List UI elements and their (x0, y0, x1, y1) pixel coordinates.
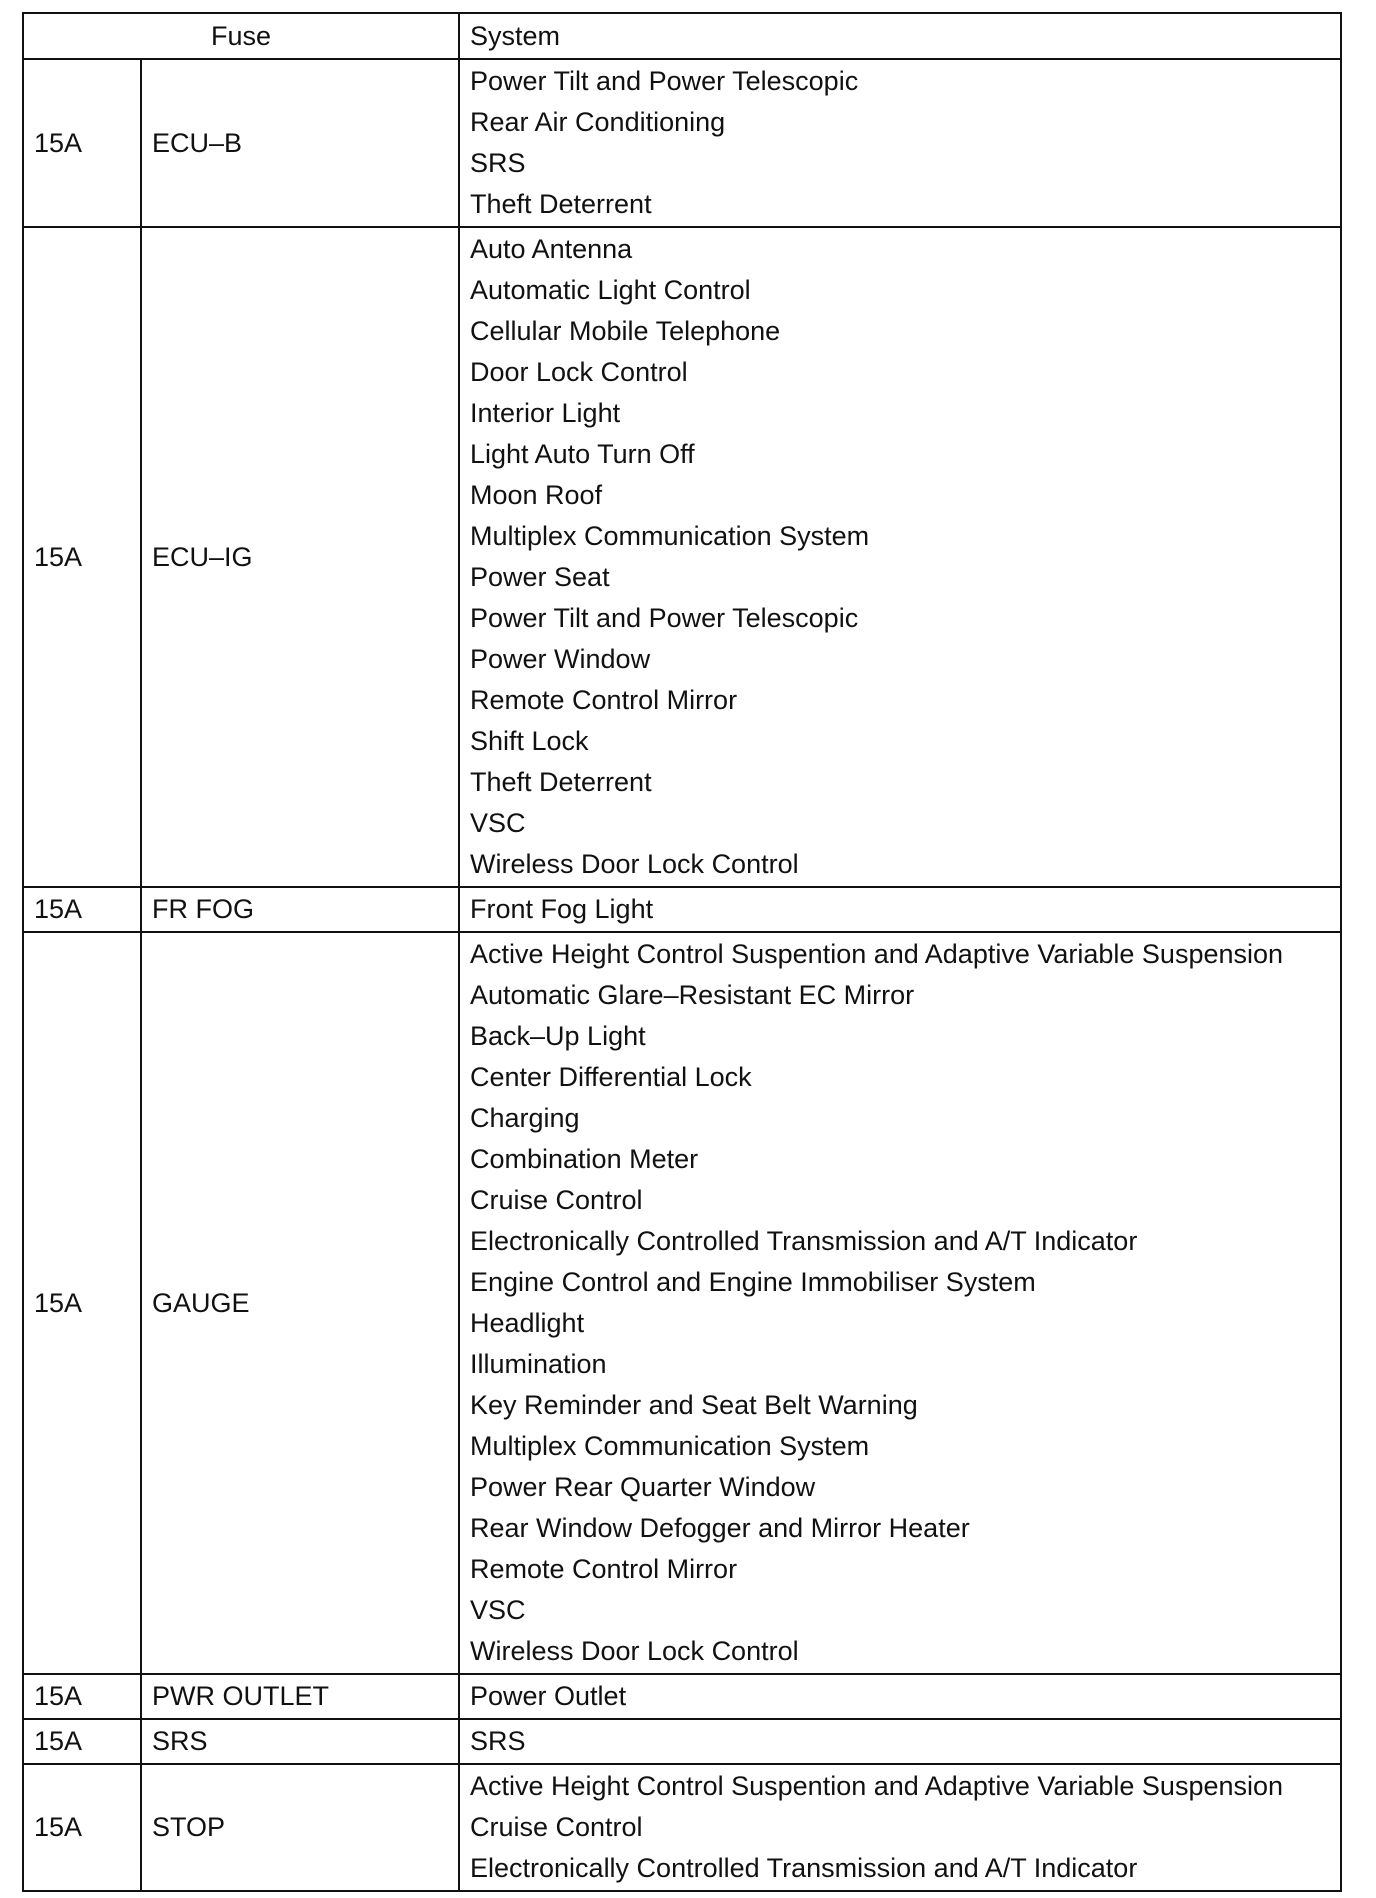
system-list (459, 1764, 1341, 1891)
system-item: Wireless Door Lock Control (470, 849, 799, 879)
system-item: Back–Up Light (470, 1021, 646, 1051)
system-column-header: System (459, 13, 1341, 59)
system-item: Illumination (470, 1349, 607, 1379)
fuse-name: ECU–B (141, 59, 459, 227)
fuse-column-header: Fuse (23, 13, 459, 59)
fuse-name: ECU–IG (141, 227, 459, 887)
system-item: Power Tilt and Power Telescopic (470, 603, 859, 633)
system-item: VSC (470, 1595, 526, 1625)
table-row (23, 1764, 1341, 1891)
system-item: Power Rear Quarter Window (470, 1472, 816, 1502)
fuse-amperage: 15A (23, 1764, 141, 1891)
table-row (23, 1719, 1341, 1764)
system-item: Power Outlet (470, 1681, 627, 1711)
system-list (459, 1719, 1341, 1764)
system-item: Cruise Control (470, 1812, 643, 1842)
table-header-row (23, 13, 1341, 59)
system-item: VSC (470, 808, 526, 838)
system-item: Automatic Light Control (470, 275, 751, 305)
fuse-amperage: 15A (23, 1719, 141, 1764)
fuse-name: PWR OUTLET (141, 1674, 459, 1719)
system-item: Power Window (470, 644, 651, 674)
fuse-amperage: 15A (23, 227, 141, 887)
system-item: Multiplex Communication System (470, 1431, 870, 1461)
fuse-name: FR FOG (141, 887, 459, 932)
system-item: Engine Control and Engine Immobiliser System (470, 1267, 1036, 1297)
fuse-amperage: 15A (23, 887, 141, 932)
table-row (23, 59, 1341, 227)
system-item: Light Auto Turn Off (470, 439, 695, 469)
system-item: Active Height Control Suspention and Adaptive Variable Suspension (470, 939, 1284, 969)
fuse-amperage: 15A (23, 932, 141, 1674)
system-item: Wireless Door Lock Control (470, 1636, 799, 1666)
system-item: Multiplex Communication System (470, 521, 870, 551)
fuse-amperage: 15A (23, 1674, 141, 1719)
system-item: Active Height Control Suspention and Adaptive Variable Suspension (470, 1771, 1284, 1801)
system-item: SRS (470, 148, 526, 178)
system-list (459, 887, 1341, 932)
system-item: Shift Lock (470, 726, 589, 756)
system-item: Headlight (470, 1308, 585, 1338)
system-item: Electronically Controlled Transmission and A/T Indicator (470, 1226, 1138, 1256)
system-item: Theft Deterrent (470, 189, 652, 219)
table-row (23, 887, 1341, 932)
system-item: Remote Control Mirror (470, 1554, 738, 1584)
system-item: Key Reminder and Seat Belt Warning (470, 1390, 918, 1420)
fuse-amperage: 15A (23, 59, 141, 227)
system-list (459, 932, 1341, 1674)
system-item: Door Lock Control (470, 357, 688, 387)
system-item: Remote Control Mirror (470, 685, 738, 715)
system-item: Rear Window Defogger and Mirror Heater (470, 1513, 970, 1543)
fuse-name: STOP (141, 1764, 459, 1891)
system-item: Theft Deterrent (470, 767, 652, 797)
system-item: Center Differential Lock (470, 1062, 752, 1092)
fuse-system-table (22, 12, 1342, 1892)
system-list (459, 227, 1341, 887)
fuse-name: SRS (141, 1719, 459, 1764)
table-row (23, 227, 1341, 887)
system-list (459, 59, 1341, 227)
system-item: Front Fog Light (470, 894, 654, 924)
fuse-rows (23, 59, 1341, 1891)
table-row (23, 1674, 1341, 1719)
system-item: SRS (470, 1726, 526, 1756)
system-item: Interior Light (470, 398, 621, 428)
system-item: Moon Roof (470, 480, 603, 510)
system-list (459, 1674, 1341, 1719)
table-row (23, 932, 1341, 1674)
fuse-name: GAUGE (141, 932, 459, 1674)
system-item: Cellular Mobile Telephone (470, 316, 781, 346)
system-item: Cruise Control (470, 1185, 643, 1215)
system-item: Automatic Glare–Resistant EC Mirror (470, 980, 915, 1010)
system-item: Combination Meter (470, 1144, 699, 1174)
system-item: Power Seat (470, 562, 610, 592)
system-item: Power Tilt and Power Telescopic (470, 66, 859, 96)
system-item: Rear Air Conditioning (470, 107, 726, 137)
system-item: Charging (470, 1103, 580, 1133)
system-item: Auto Antenna (470, 234, 633, 264)
system-item: Electronically Controlled Transmission and A/T Indicator (470, 1853, 1138, 1883)
